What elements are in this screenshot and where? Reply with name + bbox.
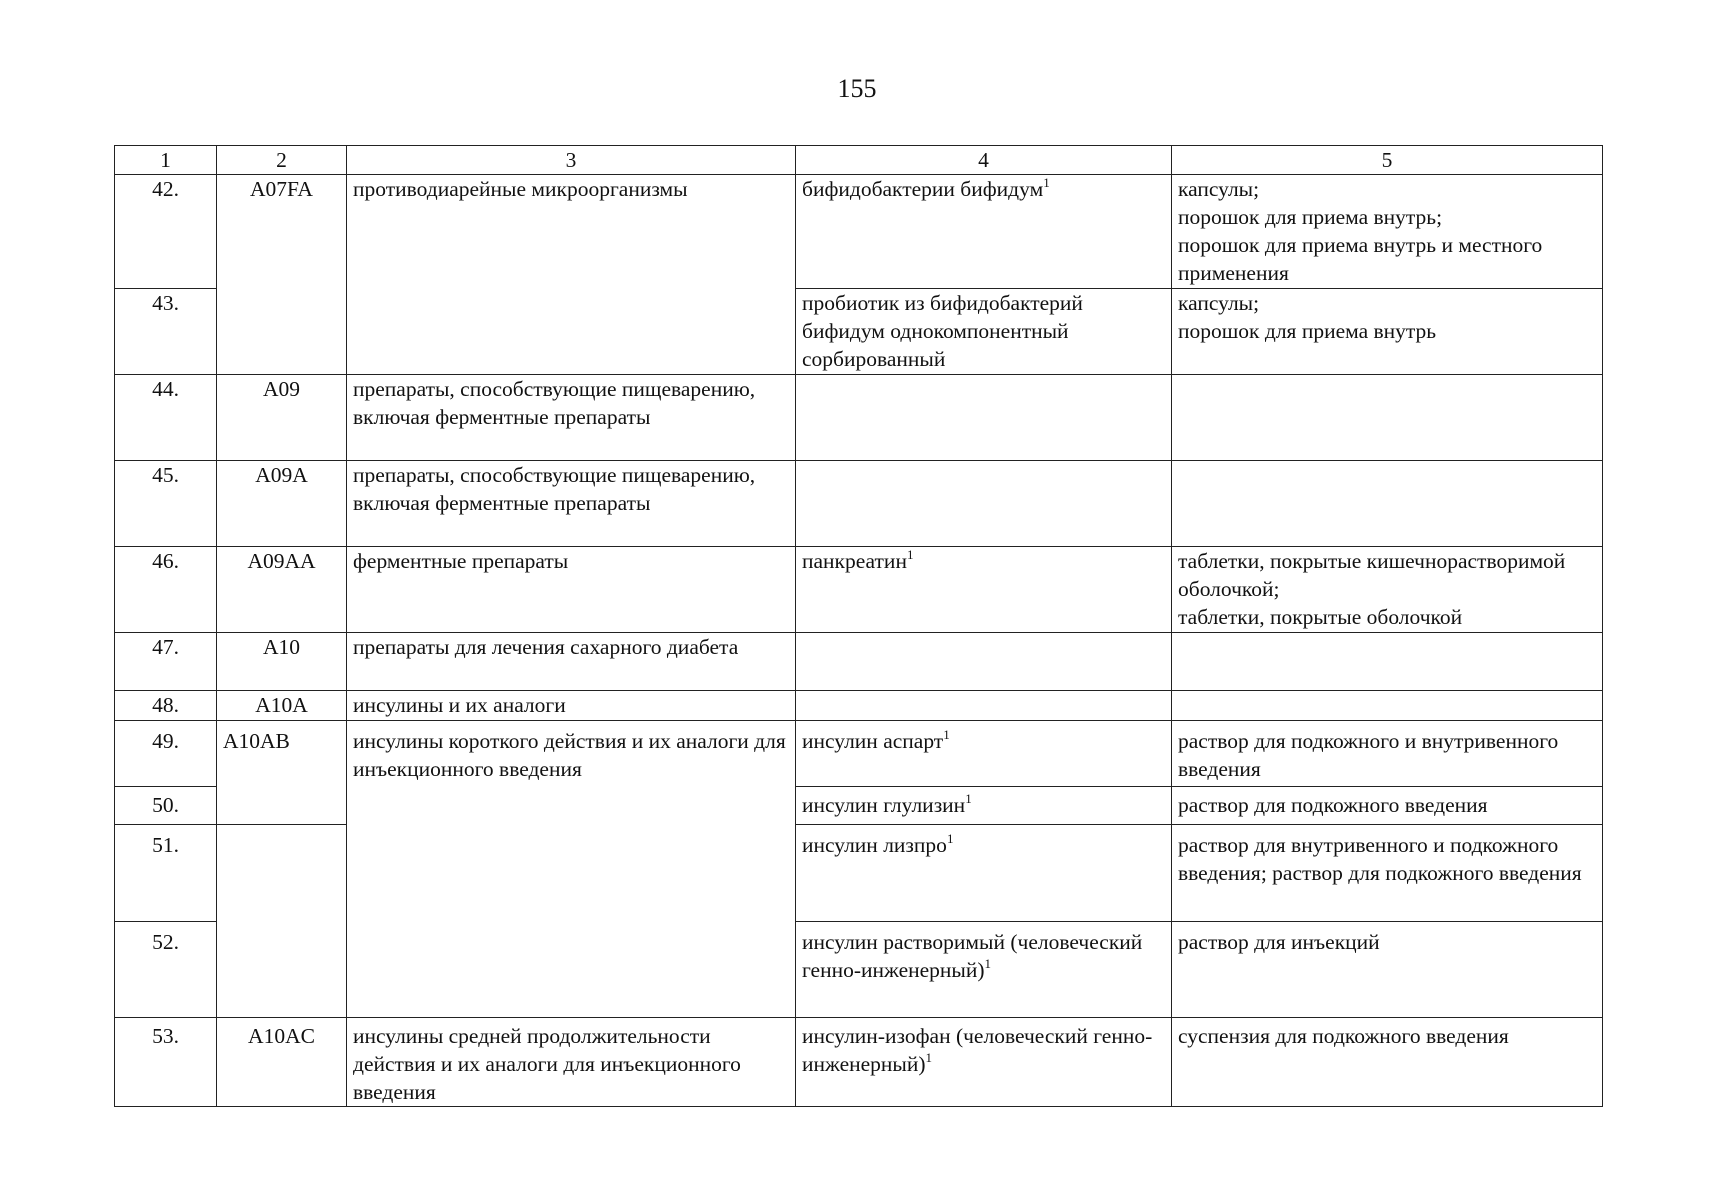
table-row xyxy=(115,825,1603,922)
dosage-forms xyxy=(1172,633,1603,691)
pharmacological-group: инсулины короткого действия и их аналоги для инъекционного введения xyxy=(347,721,796,1018)
atc-code: A07FA xyxy=(217,175,347,375)
dosage-form-line: раствор для подкожного введения xyxy=(1178,793,1488,817)
atc-code: A10AB xyxy=(217,721,347,825)
table-row xyxy=(115,461,1603,547)
footnote-mark: 1 xyxy=(965,791,972,806)
dosage-forms xyxy=(1172,289,1603,375)
drug-name-text: инсулин-изофан (человеческий генно-инженерный) xyxy=(802,1024,1153,1076)
row-number: 46. xyxy=(115,547,217,633)
atc-code: A09A xyxy=(217,461,347,547)
table-row xyxy=(115,175,1603,289)
atc-code: A09AA xyxy=(217,547,347,633)
row-number: 53. xyxy=(115,1018,217,1107)
dosage-form-line: раствор для внутривенного и подкожного введения; раствор для подкожного введения xyxy=(1178,833,1582,885)
column-header: 4 xyxy=(796,146,1172,175)
drug-name-text: панкреатин xyxy=(802,549,907,573)
dosage-forms xyxy=(1172,691,1603,721)
drug-name xyxy=(796,289,1172,375)
atc-code: A09 xyxy=(217,375,347,461)
dosage-form-line: капсулы; xyxy=(1178,177,1260,201)
dosage-form-line: порошок для приема внутрь и местного применения xyxy=(1178,233,1543,285)
column-header: 5 xyxy=(1172,146,1603,175)
dosage-forms xyxy=(1172,825,1603,922)
drug-name xyxy=(796,461,1172,547)
footnote-mark: 1 xyxy=(906,547,914,562)
drug-name-text: инсулин растворимый (человеческий генно-инженерный) xyxy=(802,930,1143,982)
atc-code-empty xyxy=(217,825,347,1018)
pharmacological-group: ферментные препараты xyxy=(347,547,796,633)
footnote-mark: 1 xyxy=(1043,175,1050,190)
drug-name xyxy=(796,691,1172,721)
row-number: 50. xyxy=(115,787,217,825)
drug-name xyxy=(796,922,1172,1018)
drug-name xyxy=(796,787,1172,825)
drug-name xyxy=(796,1018,1172,1107)
dosage-forms xyxy=(1172,175,1603,289)
dosage-form-line: порошок для приема внутрь; xyxy=(1178,205,1443,229)
column-header: 3 xyxy=(347,146,796,175)
dosage-form-line: таблетки, покрытые кишечнорастворимой оболочкой; xyxy=(1178,549,1566,601)
column-header: 2 xyxy=(217,146,347,175)
footnote-mark: 1 xyxy=(984,956,992,971)
pharmacological-group: инсулины и их аналоги xyxy=(347,691,796,721)
dosage-forms xyxy=(1172,375,1603,461)
footnote-mark: 1 xyxy=(943,727,950,742)
dosage-form-line: порошок для приема внутрь xyxy=(1178,319,1437,343)
drug-name-text: пробиотик из бифидобактерий бифидум однокомпонентный сорбированный xyxy=(802,291,1083,371)
dosage-forms xyxy=(1172,721,1603,787)
pharmacological-group: противодиарейные микроорганизмы xyxy=(347,175,796,375)
drug-name xyxy=(796,547,1172,633)
table-row xyxy=(115,721,1603,787)
dosage-form-line: раствор для инъекций xyxy=(1178,930,1380,954)
dosage-form-line: суспензия для подкожного введения xyxy=(1178,1024,1509,1048)
column-number-row xyxy=(115,146,1603,175)
drug-name-text: бифидобактерии бифидум xyxy=(802,177,1044,201)
footnote-mark: 1 xyxy=(925,1050,933,1065)
drug-name xyxy=(796,825,1172,922)
footnote-mark: 1 xyxy=(946,831,954,846)
dosage-form-line: таблетки, покрытые оболочкой xyxy=(1178,605,1463,629)
table-row xyxy=(115,691,1603,721)
row-number: 42. xyxy=(115,175,217,289)
table-row xyxy=(115,633,1603,691)
pharmacological-group: инсулины средней продолжительности действия и их аналоги для инъекционного введения xyxy=(347,1018,796,1107)
atc-code: A10AC xyxy=(217,1018,347,1107)
drug-name xyxy=(796,721,1172,787)
pharmacological-group: препараты, способствующие пищеварению, включая ферментные препараты xyxy=(347,461,796,547)
row-number: 43. xyxy=(115,289,217,375)
dosage-forms xyxy=(1172,1018,1603,1107)
row-number: 52. xyxy=(115,922,217,1018)
pharmacological-group: препараты для лечения сахарного диабета xyxy=(347,633,796,691)
dosage-form-line: капсулы; xyxy=(1178,291,1260,315)
pharmacological-group: препараты, способствующие пищеварению, включая ферментные препараты xyxy=(347,375,796,461)
row-number: 45. xyxy=(115,461,217,547)
table-row xyxy=(115,1018,1603,1107)
dosage-form-line: раствор для подкожного и внутривенного введения xyxy=(1178,729,1559,781)
drug-name-text: инсулин лизпро xyxy=(802,833,947,857)
dosage-forms xyxy=(1172,461,1603,547)
row-number: 48. xyxy=(115,691,217,721)
row-number: 47. xyxy=(115,633,217,691)
dosage-forms xyxy=(1172,787,1603,825)
drug-list-table xyxy=(114,145,1603,1107)
drug-name xyxy=(796,633,1172,691)
table-row xyxy=(115,375,1603,461)
drug-name-text: инсулин глулизин xyxy=(802,793,966,817)
atc-code: A10A xyxy=(217,691,347,721)
atc-code: A10 xyxy=(217,633,347,691)
row-number: 44. xyxy=(115,375,217,461)
table-row xyxy=(115,547,1603,633)
drug-name xyxy=(796,175,1172,289)
drug-name-text: инсулин аспарт xyxy=(802,729,944,753)
dosage-forms xyxy=(1172,547,1603,633)
column-header: 1 xyxy=(115,146,217,175)
row-number: 49. xyxy=(115,721,217,787)
page-number: 155 xyxy=(837,74,877,103)
dosage-forms xyxy=(1172,922,1603,1018)
drug-name xyxy=(796,375,1172,461)
row-number: 51. xyxy=(115,825,217,922)
